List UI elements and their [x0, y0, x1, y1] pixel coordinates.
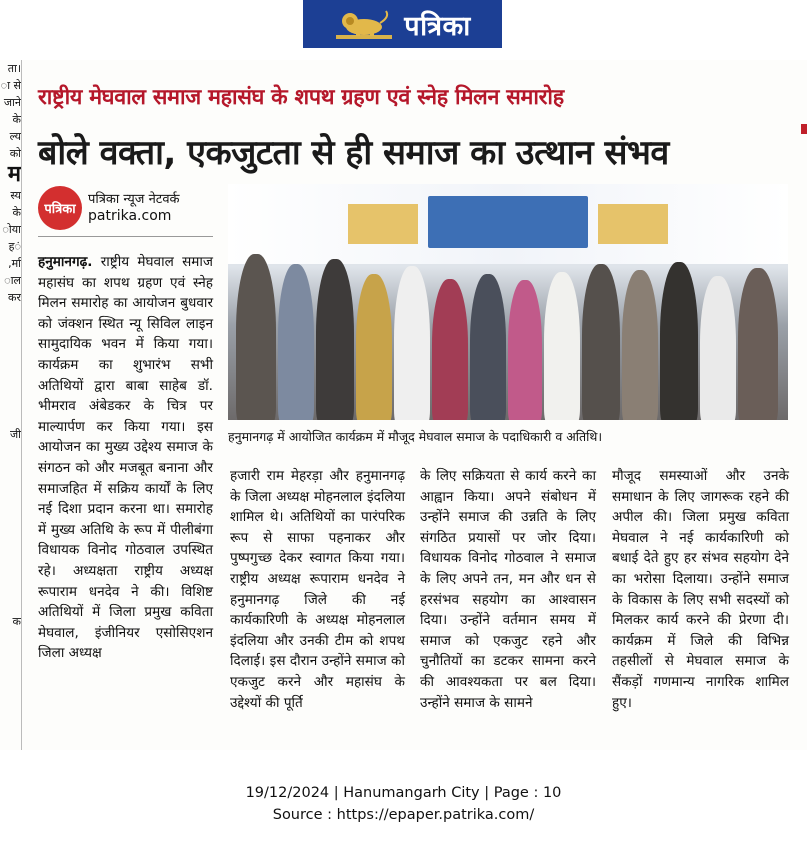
article-headline: बोले वक्ता, एकजुटता से ही समाज का उत्थान संभव	[38, 133, 669, 173]
column-text: मौजूद समस्याओं और उनके समाधान के लिए जागरूक रहने की अपील की। जिला प्रमुख कविता मेघवाल ने नई कार्यकारिणी को बधाई देते हुए हर संभव सहयोग देने का भरोसा दिलाया। उन्होंने समाज के विकास के लिए सभी सदस्यों को मिलकर कार्य करने की प्रेरणा दी। कार्यक्रम में जिले की विभिन्न तहसीलों से मेघवाल समाज के सैंकड़ों गणमान्य नागरिक शामिल हुए।	[612, 468, 789, 711]
fragment-line: ाल	[4, 274, 21, 287]
byline-divider	[38, 236, 213, 237]
article-column-3	[420, 466, 596, 713]
person	[356, 274, 392, 420]
adjacent-article-marker	[801, 124, 807, 134]
emblem-banner	[428, 196, 588, 248]
fragment-line: ता।	[7, 62, 21, 75]
fragment-line: कर	[8, 291, 21, 304]
byline-network: पत्रिका न्यूज नेटवर्क	[88, 192, 180, 207]
lion-icon	[334, 7, 394, 41]
column-text: हजारी राम मेहरड़ा और हनुमानगढ़ के जिला अध्यक्ष मोहनलाल इंदलिया शामिल थे। अतिथियों का पारंपरिक रूप से साफा पहनाकर और पुष्पगुच्छ देकर स्वागत किया गया। राष्ट्रीय अध्यक्ष रूपाराम धनदेव ने हनुमानगढ़ जिले की नई कार्यकारिणी के अध्यक्ष मोहनलाल इंदलिया और उनकी टीम को शपथ दिलाई। इस दौरान उन्होंने समाज को एकजुट करने और महासंघ के उद्देश्यों की पूर्ति	[230, 468, 405, 711]
group-photo	[228, 184, 788, 420]
fragment-line: क	[12, 615, 21, 628]
person	[582, 264, 620, 420]
footer	[0, 782, 807, 826]
masthead-brand: पत्रिका	[404, 10, 471, 42]
dateline-place: हनुमानगढ़.	[38, 254, 93, 270]
person	[660, 262, 698, 420]
byline	[38, 186, 180, 230]
article-column-1	[38, 252, 213, 664]
person	[508, 280, 542, 420]
portrait-banner	[348, 204, 418, 244]
portrait-banner	[598, 204, 668, 244]
person	[236, 254, 276, 420]
fragment-line: ोया	[2, 223, 21, 236]
person	[544, 272, 580, 420]
fragment-line: को	[9, 147, 21, 160]
photo-caption: हनुमानगढ़ में आयोजित कार्यक्रम में मौजूद मेघवाल समाज के पदाधिकारी व अतिथि।	[228, 429, 603, 444]
person	[470, 274, 506, 420]
person	[432, 279, 468, 420]
fragment-line: र्मा,	[8, 257, 21, 270]
fragment-heading: म	[7, 162, 21, 187]
newspaper-clipping	[0, 60, 807, 750]
person	[622, 270, 658, 420]
fragment-line: के	[12, 113, 21, 126]
column-text: राष्ट्रीय मेघवाल समाज महासंघ का शपथ ग्रहण एवं स्नेह मिलन समारोह का आयोजन बुधवार को जंक्शन स्थित न्यू सिविल लाइन सामुदायिक भवन में किया गया। कार्यक्रम का शुभारंभ सभी अतिथियों द्वारा बाबा साहेब डॉ. भीमराव अंबेडकर के चित्र पर माल्यार्पण कर किया गया। इस आयोजन का मुख्य उद्देश्य समाज के संगठन को और मजबूत बनाना और समाजहित में सक्रिय कार्यों के लिए नई दिशा प्रदान करना था। समारोह में मुख्य अतिथि के रूप में पीलीबंगा विधायक विनोद गोठवाल उपस्थित रहे। अध्यक्षता राष्ट्रीय अध्यक्ष रूपाराम धनदेव ने की। विशिष्ट अतिथियों में जिला प्रमुख कविता मेघवाल, इंजीनियर एसोसिएशन जिला अध्यक्ष	[38, 254, 213, 662]
fragment-line: जाने	[3, 96, 21, 109]
article-kicker: राष्ट्रीय मेघवाल समाज महासंघ के शपथ ग्रहण एवं स्नेह मिलन समारोह	[38, 85, 564, 110]
article-column-2	[230, 466, 405, 713]
fragment-line: जी	[9, 428, 21, 441]
fragment-line: स्य	[10, 189, 21, 202]
adjacent-column-fragment	[0, 60, 22, 750]
masthead	[303, 0, 502, 48]
column-text: के लिए सक्रियता से कार्य करने का आह्वान किया। अपने संबोधन में उन्होंने समाज की उन्नति के लिए संगठित प्रयासों पर जोर दिया। विधायक विनोद गोठवाल ने समाज के लिए अपने तन, मन और धन से हरसंभव सहयोग का आश्वासन दिया। उन्होंने वर्तमान समय में समाज को एकजुट रहने और चुनौतियों का डटकर सामना करने की आवश्यकता पर बल दिया। उन्होंने समाज के सामने	[420, 468, 596, 711]
fragment-line: ा से	[0, 79, 21, 92]
person	[278, 264, 314, 420]
article-column-4	[612, 466, 789, 713]
person	[700, 276, 736, 420]
fragment-line: के	[12, 206, 21, 219]
fragment-line: ंह	[8, 240, 21, 253]
person	[316, 259, 354, 420]
person	[394, 266, 430, 420]
patrika-badge-icon: पत्रिका	[38, 186, 82, 230]
person	[738, 268, 778, 420]
footer-date-line: 19/12/2024 | Hanumangarh City | Page : 10	[245, 785, 562, 801]
fragment-line: ल्य	[9, 130, 21, 143]
footer-source-line: Source : https://epaper.patrika.com/	[272, 807, 535, 823]
byline-site: patrika.com	[88, 208, 172, 224]
